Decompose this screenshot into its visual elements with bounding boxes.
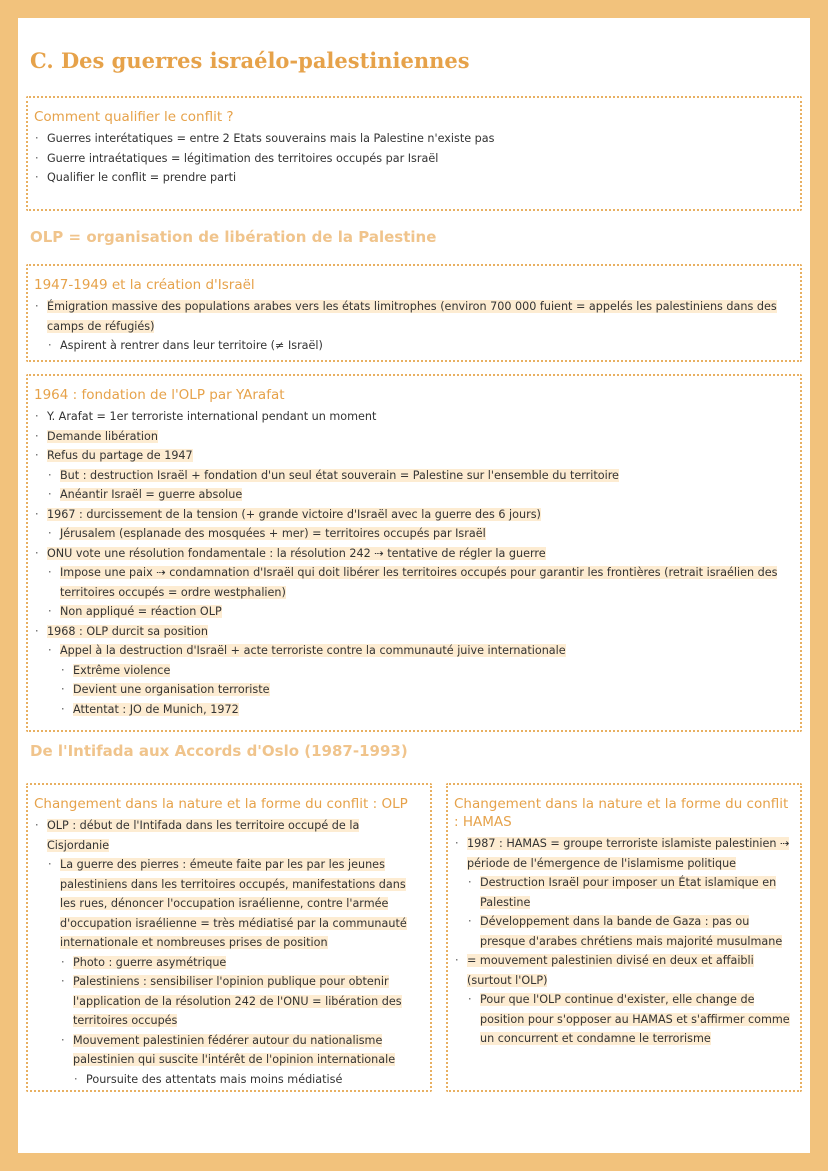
box-fondation-olp bbox=[26, 374, 802, 732]
list-item: · Pour que l'OLP continue d'exister, elle change de position pour s'opposer au HAMAS et s'affirmer comme un concurrent et condamne le terrorisme bbox=[454, 990, 794, 1049]
box-title: Comment qualifier le conflit ? bbox=[34, 109, 234, 125]
box-title: 1947-1949 et la création d'Israël bbox=[34, 277, 255, 293]
list-item: · Aspirent à rentrer dans leur territoire (≠ Israël) bbox=[34, 336, 794, 356]
list-item: · Photo : guerre asymétrique bbox=[34, 953, 424, 973]
list-item: · Émigration massive des populations arabes vers les états limitrophes (environ 700 000 fuient = appelés les palestiniens dans des camps de réfugiés) bbox=[34, 297, 794, 336]
list-item: · Palestiniens : sensibiliser l'opinion publique pour obtenir l'application de la résolution 242 de l'ONU = libération des territoires occupés bbox=[34, 972, 424, 1031]
section-title-intifada: De l'Intifada aux Accords d'Oslo (1987-1993) bbox=[30, 742, 408, 760]
list-item: · 1968 : OLP durcit sa position bbox=[34, 622, 794, 642]
list-item: · Qualifier le conflit = prendre parti bbox=[34, 168, 794, 188]
box-title: Changement dans la nature et la forme du conflit : HAMAS bbox=[454, 796, 789, 830]
section-title-olp: OLP = organisation de libération de la Palestine bbox=[30, 228, 437, 246]
list-item: · Impose une paix ⇢ condamnation d'Israël qui doit libérer les territoires occupés pour garantir les frontières (retrait israélien des territoires occupés = ordre westphalien) bbox=[34, 563, 794, 602]
bullet-list bbox=[34, 407, 794, 719]
list-item: · Demande libération bbox=[34, 427, 794, 447]
box-creation-israel bbox=[26, 264, 802, 362]
box-qualifier-conflit bbox=[26, 96, 802, 211]
list-item: · OLP : début de l'Intifada dans les territoire occupé de la Cisjordanie bbox=[34, 816, 424, 855]
list-item: · Appel à la destruction d'Israël + acte terroriste contre la communauté juive internationale bbox=[34, 641, 794, 661]
list-item: · 1967 : durcissement de la tension (+ grande victoire d'Israël avec la guerre des 6 jours) bbox=[34, 505, 794, 525]
bullet-list bbox=[34, 129, 794, 188]
list-item: · Développement dans la bande de Gaza : pas ou presque d'arabes chrétiens mais majorité musulmane bbox=[454, 912, 794, 951]
box-title: Changement dans la nature et la forme du conflit : OLP bbox=[34, 796, 408, 812]
list-item: · Guerre intraétatiques = légitimation des territoires occupés par Israël bbox=[34, 149, 794, 169]
list-item: · ONU vote une résolution fondamentale : la résolution 242 ⇢ tentative de régler la guerre bbox=[34, 544, 794, 564]
list-item: · Extrême violence bbox=[34, 661, 794, 681]
box-conflit-olp bbox=[26, 783, 432, 1092]
list-item: · Refus du partage de 1947 bbox=[34, 446, 794, 466]
box-title: 1964 : fondation de l'OLP par YArafat bbox=[34, 387, 285, 403]
list-item: · Anéantir Israël = guerre absolue bbox=[34, 485, 794, 505]
list-item: · Jérusalem (esplanade des mosquées + mer) = territoires occupés par Israël bbox=[34, 524, 794, 544]
list-item: · = mouvement palestinien divisé en deux et affaibli (surtout l'OLP) bbox=[454, 951, 794, 990]
list-item: · Attentat : JO de Munich, 1972 bbox=[34, 700, 794, 720]
list-item: · Non appliqué = réaction OLP bbox=[34, 602, 794, 622]
bullet-list bbox=[34, 297, 794, 356]
bullet-list bbox=[34, 816, 424, 1089]
list-item: · Devient une organisation terroriste bbox=[34, 680, 794, 700]
list-item: · Guerres interétatiques = entre 2 Etats souverains mais la Palestine n'existe pas bbox=[34, 129, 794, 149]
list-item: · Mouvement palestinien fédérer autour du nationalisme palestinien qui suscite l'intérêt de l'opinion internationale bbox=[34, 1031, 424, 1070]
bullet-list bbox=[454, 834, 794, 1049]
list-item: · 1987 : HAMAS = groupe terroriste islamiste palestinien ⇢ période de l'émergence de l'islamisme politique bbox=[454, 834, 794, 873]
box-conflit-hamas bbox=[446, 783, 802, 1092]
list-item: · Poursuite des attentats mais moins médiatisé bbox=[34, 1070, 424, 1090]
page-title: C. Des guerres israélo-palestiniennes bbox=[30, 48, 470, 73]
list-item: · La guerre des pierres : émeute faite par les par les jeunes palestiniens dans les territoires occupés, manifestations dans les rues, dénoncer l'occupation israélienne, contre l'armée d'occupation israélienne = très médiatisé par la communauté internationale et nombreuses prises de position bbox=[34, 855, 424, 953]
list-item: · Y. Arafat = 1er terroriste international pendant un moment bbox=[34, 407, 794, 427]
list-item: · But : destruction Israël + fondation d'un seul état souverain = Palestine sur l'ensemble du territoire bbox=[34, 466, 794, 486]
list-item: · Destruction Israël pour imposer un État islamique en Palestine bbox=[454, 873, 794, 912]
page bbox=[18, 18, 810, 1153]
